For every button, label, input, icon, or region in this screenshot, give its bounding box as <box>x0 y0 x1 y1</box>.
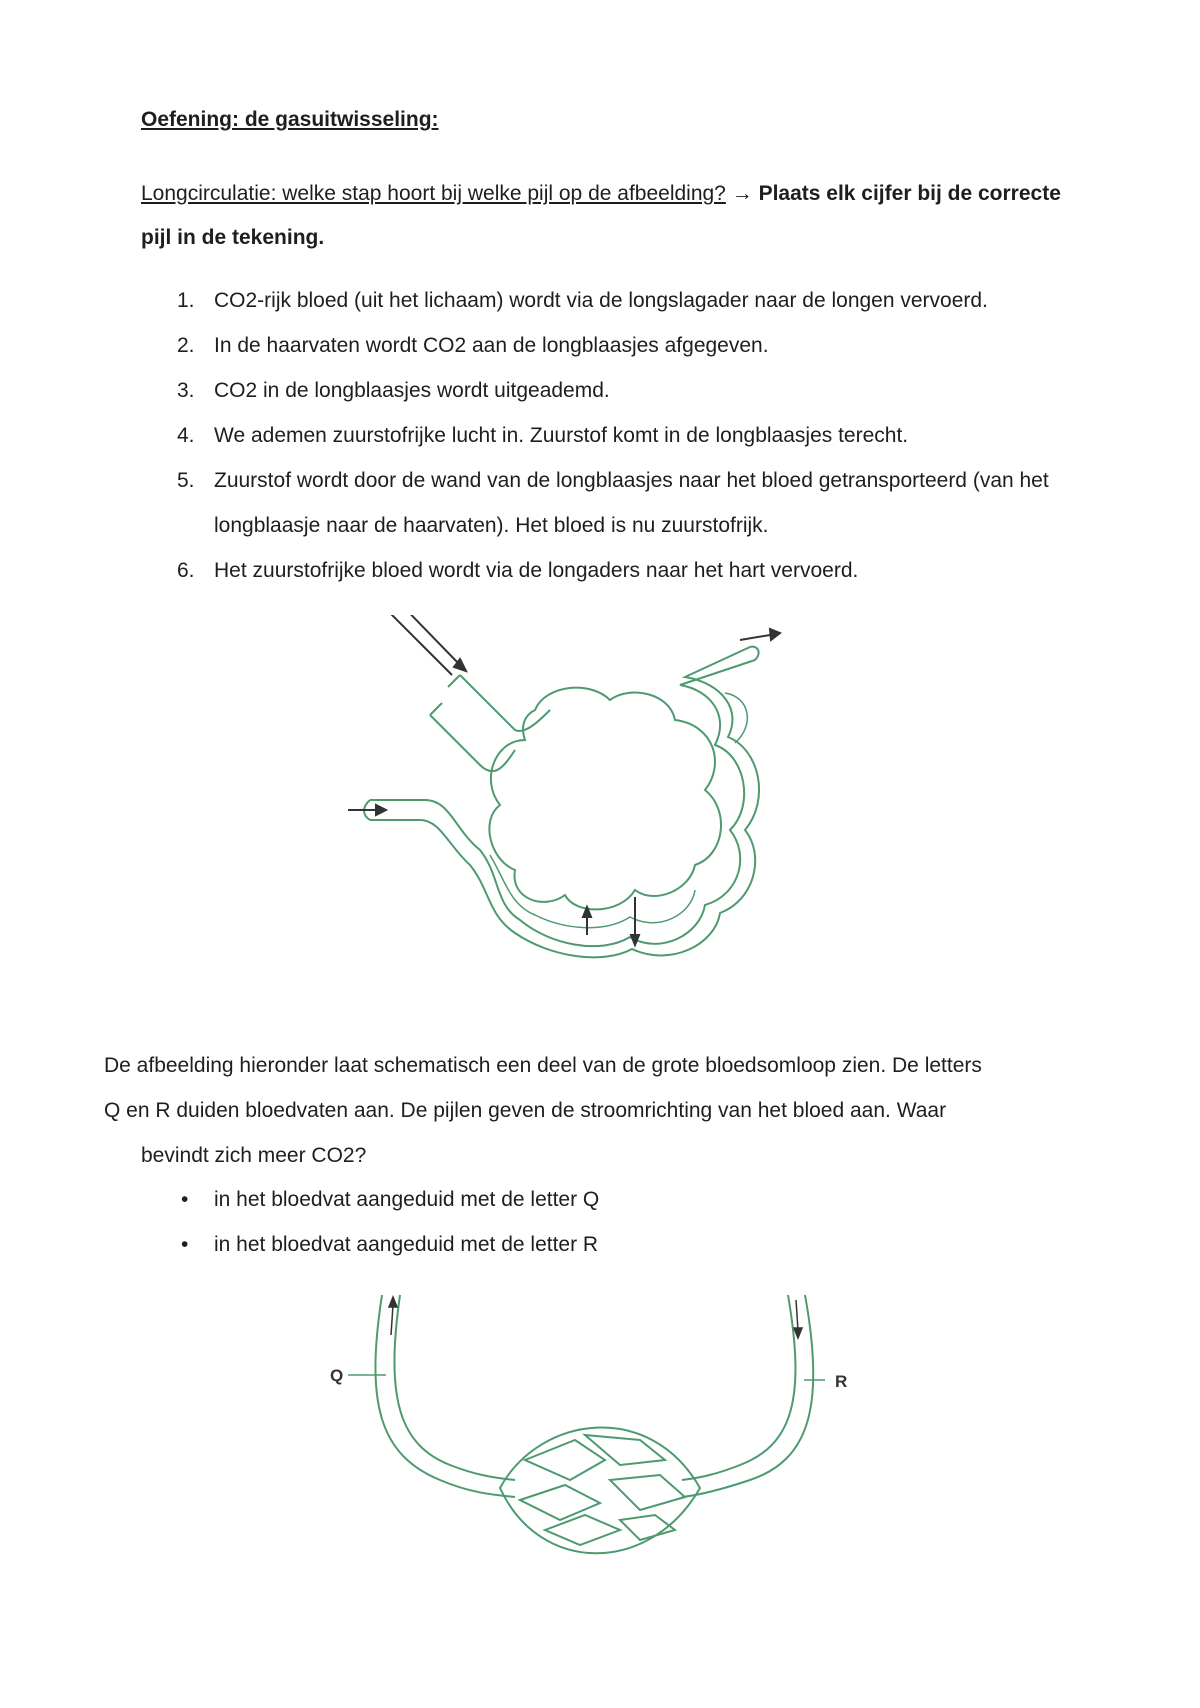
list-item: • in het bloedvat aangeduid met de letter Q <box>141 1177 599 1222</box>
airway-wall <box>460 675 550 731</box>
list-item <box>141 458 1081 548</box>
step-text: Zuurstof wordt door de wand van de longblaasjes naar het bloed getransporteerd (van het longblaasje naar de haarvaten). Het bloed is nu zuurstofrijk. <box>214 469 1049 537</box>
list-item <box>141 368 1081 413</box>
question-paragraph <box>104 1043 1064 1178</box>
label-q: Q <box>330 1366 344 1385</box>
list-item <box>141 413 1081 458</box>
arrow-r-flow <box>796 1300 798 1330</box>
intro-arrow: → <box>731 182 753 205</box>
step-number: 6. <box>177 559 195 582</box>
arrow-air-in <box>392 615 460 665</box>
capillary-bed <box>500 1427 700 1553</box>
arrow-q-flow <box>391 1305 393 1335</box>
step-text: In de haarvaten wordt CO2 aan de longblaasjes afgegeven. <box>214 334 769 357</box>
capillary-network-diagram <box>320 1275 880 1575</box>
question-line: bevindt zich meer CO2? <box>141 1144 367 1167</box>
capillary-outer <box>370 660 755 946</box>
question-line: Q en R duiden bloedvaten aan. De pijlen geven de stroomrichting van het bloed aan. Waar <box>104 1099 947 1122</box>
step-text: Het zuurstofrijke bloed wordt via de longaders naar het hart vervoerd. <box>214 559 859 582</box>
step-text: CO2 in de longblaasjes wordt uitgeademd. <box>214 379 610 402</box>
vessel-r-wall <box>682 1295 795 1480</box>
label-r: R <box>835 1372 848 1391</box>
step-number: 2. <box>177 334 195 357</box>
step-text: CO2-rijk bloed (uit het lichaam) wordt via de longslagader naar de longen vervoerd. <box>214 289 988 312</box>
step-number: 4. <box>177 424 195 447</box>
list-item <box>141 548 1081 593</box>
list-item <box>141 278 1081 323</box>
intro-paragraph <box>141 172 1061 260</box>
alveolus-outline <box>489 688 721 910</box>
list-item: • in het bloedvat aangeduid met de letter R <box>141 1222 599 1267</box>
vessel-q-wall <box>394 1295 515 1480</box>
list-item <box>141 323 1081 368</box>
intro-instruction: Plaats elk cijfer bij de correcte pijl in de tekening. <box>141 182 1061 249</box>
intro-question: Longcirculatie: welke stap hoort bij welke pijl op de afbeelding? <box>141 182 726 205</box>
page-title: Oefening: de gasuitwisseling: <box>141 108 439 131</box>
airway-wall <box>430 715 515 771</box>
step-number: 1. <box>177 289 195 312</box>
alveolus-diagram <box>330 615 850 1005</box>
answer-options <box>141 1177 599 1267</box>
arrow-blood-out <box>740 635 770 640</box>
step-number: 3. <box>177 379 195 402</box>
question-line: De afbeelding hieronder laat schematisch een deel van de grote bloedsomloop zien. De letters <box>104 1054 982 1077</box>
step-number: 5. <box>177 469 195 492</box>
capillary-inner <box>370 647 759 957</box>
steps-list <box>141 278 1081 593</box>
step-text: We ademen zuurstofrijke lucht in. Zuurstof komt in de longblaasjes terecht. <box>214 424 909 447</box>
